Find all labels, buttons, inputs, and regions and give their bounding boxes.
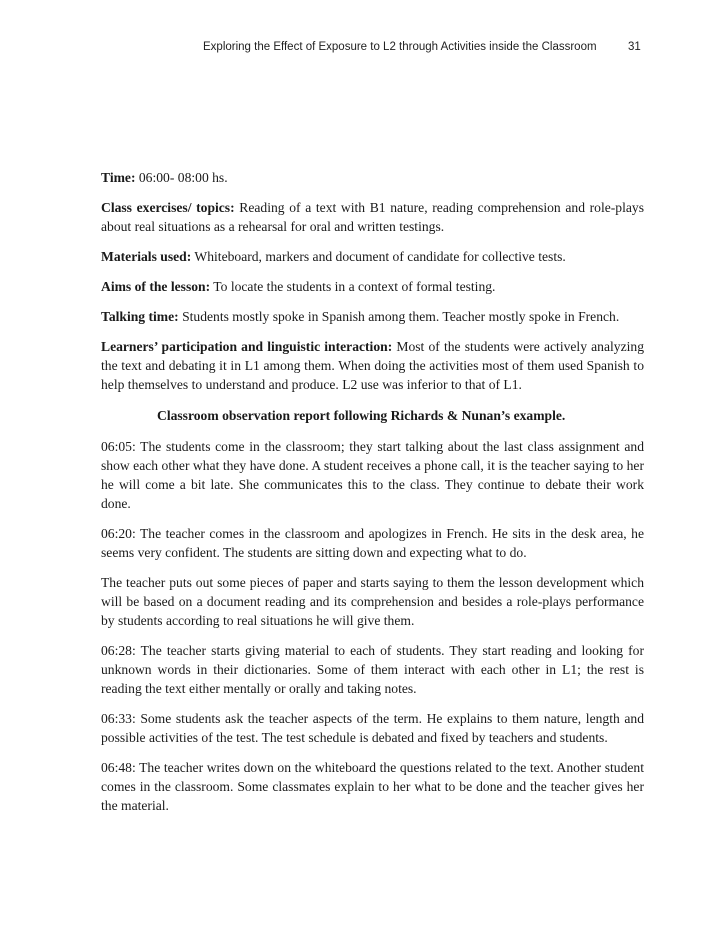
aims-label: Aims of the lesson:: [101, 279, 211, 294]
materials-paragraph: [101, 247, 644, 266]
learners-paragraph: [101, 337, 644, 394]
running-title: Exploring the Effect of Exposure to L2 through Activities inside the Classroom: [203, 41, 597, 53]
report-entry: The teacher puts out some pieces of paper and starts saying to them the lesson development which will be based on a document reading and its comprehension and besides a role-plays performance by students according to real situations he will give them.: [101, 575, 644, 628]
report-entry: 06:20: The teacher comes in the classroom and apologizes in French. He sits in the desk area, he seems very confident. The students are sitting down and expecting what to do.: [101, 526, 644, 560]
page-number: 31: [628, 41, 641, 53]
talking-time-label: Talking time:: [101, 309, 179, 324]
aims-value: To locate the students in a context of formal testing.: [210, 279, 496, 294]
materials-value: Whiteboard, markers and document of candidate for collective tests.: [191, 249, 566, 264]
time-value: 06:00- 08:00 hs.: [135, 170, 228, 185]
report-entry: 06:05: The students come in the classroom; they start talking about the last class assignment and show each other what they have done. A student receives a phone call, it is the teacher saying to her he will come a bit late. She communicates this to the class. They continue to debate their work done.: [101, 439, 644, 511]
report-entry: 06:33: Some students ask the teacher aspects of the term. He explains to them nature, length and possible activities of the test. The test schedule is debated and fixed by teachers and students.: [101, 711, 644, 745]
talking-time-paragraph: [101, 307, 644, 326]
learners-value: Most of the students were actively analyzing the text and debating it in L1 among them. When doing the activities most of them used Spanish to help themselves to understand and produce. L2 use was inferior to that of L1.: [101, 339, 644, 392]
report-heading: Classroom observation report following Richards & Nunan’s example.: [157, 408, 566, 423]
time-paragraph: [101, 168, 644, 187]
aims-paragraph: [101, 277, 644, 296]
talking-time-value: Students mostly spoke in Spanish among them. Teacher mostly spoke in French.: [178, 309, 620, 324]
report-entry: 06:28: The teacher starts giving material to each of students. They start reading and looking for unknown words in their dictionaries. Some of them interact with each other in L1; the rest is reading the text either mentally or orally and taking notes.: [101, 643, 644, 696]
class-exercises-label: Class exercises/ topics:: [101, 200, 235, 215]
time-label: Time:: [101, 170, 136, 185]
page-header: [0, 41, 728, 61]
report-entry: 06:48: The teacher writes down on the whiteboard the questions related to the text. Another student comes in the classroom. Some classmates explain to her what to be done and the teacher gives her the material.: [101, 760, 644, 813]
class-exercises-paragraph: [101, 198, 644, 236]
body-text: [101, 168, 644, 826]
class-exercises-value: Reading of a text with B1 nature, reading comprehension and role-plays about real situations as a rehearsal for oral and written testings.: [101, 200, 644, 234]
learners-label: Learners’ participation and linguistic interaction:: [101, 339, 393, 354]
materials-label: Materials used:: [101, 249, 192, 264]
